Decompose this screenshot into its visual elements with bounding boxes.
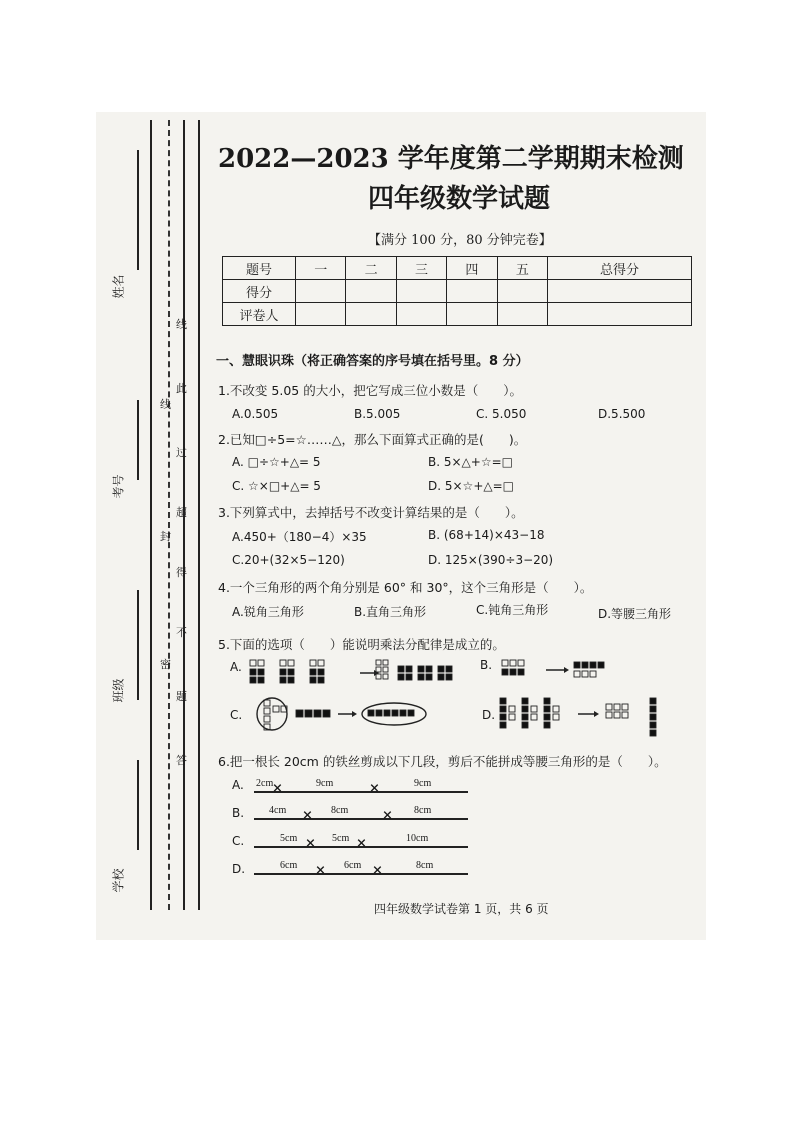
filled-square (318, 669, 324, 675)
filled-square (518, 669, 524, 675)
filled-square (500, 722, 506, 728)
q5-option-d-picture (500, 694, 670, 734)
filled-square (398, 674, 404, 680)
empty-square (264, 708, 270, 714)
empty-square (518, 660, 524, 666)
score-cell[interactable] (497, 280, 547, 303)
empty-square (383, 667, 388, 672)
option[interactable]: D. 5×☆+△=□ (428, 479, 514, 493)
filled-square (544, 698, 550, 704)
option[interactable]: A. □÷☆+△= 5 (232, 455, 321, 469)
empty-square (509, 706, 515, 712)
exam-subtitle: 四年级数学试题 (368, 184, 551, 214)
option[interactable]: C. (232, 834, 245, 848)
school-field-label: 学校 (111, 868, 126, 893)
filled-square (250, 677, 256, 683)
filled-square (582, 662, 588, 668)
filled-square (305, 710, 312, 717)
empty-square (553, 714, 559, 720)
option[interactable]: D.5.500 (598, 407, 646, 421)
seal-char: 不 (176, 626, 187, 639)
empty-square (622, 704, 628, 710)
filled-square (323, 710, 330, 717)
score-cell[interactable] (396, 303, 446, 326)
score-cell[interactable] (497, 303, 547, 326)
score-table-header: 总得分 (548, 257, 692, 280)
empty-square (510, 660, 516, 666)
exam-note: 【满分 100 分，80 分钟完卷】 (368, 233, 552, 248)
empty-square (614, 712, 620, 718)
filled-square (574, 662, 580, 668)
option[interactable]: B. (232, 806, 245, 820)
filled-square (406, 674, 412, 680)
empty-square (310, 660, 316, 666)
binding-line-outer (150, 120, 152, 910)
filled-square (406, 666, 412, 672)
name-blank (137, 150, 139, 270)
segment-label: 5cm (280, 833, 298, 844)
empty-square (250, 660, 256, 666)
seal-char: 此 (176, 382, 187, 395)
option[interactable]: B.5.005 (354, 407, 401, 421)
q5-option-b-picture (502, 660, 622, 684)
cut-mark-icon: × (305, 836, 316, 851)
option[interactable]: C.20+(32×5−120) (232, 553, 345, 567)
empty-square (383, 660, 388, 665)
score-table-row (223, 280, 692, 303)
cut-mark-icon: × (315, 863, 326, 878)
filled-square (650, 698, 656, 704)
filled-square (280, 669, 286, 675)
class-field-label: 班级 (111, 678, 126, 703)
name-field-label: 姓名 (111, 274, 126, 299)
option[interactable]: A. (232, 778, 244, 792)
seal-char: 过 (176, 446, 187, 459)
score-cell[interactable] (396, 280, 446, 303)
filled-square (502, 669, 508, 675)
empty-square (264, 700, 270, 706)
segment-label: 8cm (416, 860, 434, 871)
filled-square (258, 669, 264, 675)
filled-square (426, 674, 432, 680)
filled-square (368, 710, 374, 716)
empty-square (376, 674, 381, 679)
score-table-header-row (223, 257, 692, 280)
score-table-row (223, 303, 692, 326)
option[interactable]: B. (480, 658, 493, 672)
segment-label: 8cm (331, 805, 349, 816)
q5-option-c-picture (254, 696, 430, 732)
question-stem: 1.不改变 5.05 的大小，把它写成三位小数是（ ）。 (218, 383, 522, 398)
segment-label: 10cm (406, 833, 429, 844)
seal-char: 封 (160, 530, 171, 543)
empty-square (288, 660, 294, 666)
option[interactable]: D.等腰三角形 (598, 607, 672, 621)
score-row-label: 得分 (223, 280, 296, 303)
school-blank (137, 760, 139, 850)
score-cell[interactable] (296, 280, 346, 303)
empty-square (614, 704, 620, 710)
binding-line-edge (198, 120, 200, 910)
filled-square (288, 677, 294, 683)
score-table-header: 题号 (223, 257, 296, 280)
score-cell[interactable] (447, 280, 497, 303)
option[interactable]: B.直角三角形 (354, 605, 427, 619)
cut-mark-icon: × (356, 836, 367, 851)
question-stem: 5.下面的选项（ ）能说明乘法分配律是成立的。 (218, 637, 505, 652)
filled-square (544, 706, 550, 712)
cut-mark-icon: × (382, 808, 393, 823)
wire-line (254, 818, 468, 820)
seal-char: 线 (160, 398, 171, 411)
filled-square (408, 710, 414, 716)
score-cell[interactable] (346, 303, 396, 326)
question-stem: 4.一个三角形的两个角分别是 60° 和 30°，这个三角形是（ ）。 (218, 580, 593, 595)
segment-label: 9cm (316, 778, 334, 789)
filled-square (522, 722, 528, 728)
empty-square (531, 714, 537, 720)
filled-square (314, 710, 321, 717)
filled-square (650, 714, 656, 720)
filled-square (384, 710, 390, 716)
empty-square (553, 706, 559, 712)
filled-square (426, 666, 432, 672)
filled-square (318, 677, 324, 683)
empty-square (264, 716, 270, 722)
seal-char: 线 (176, 318, 187, 331)
seal-char: 题 (176, 690, 187, 703)
empty-square (376, 667, 381, 672)
cut-mark-icon: × (272, 781, 283, 796)
filled-square (250, 669, 256, 675)
filled-square (544, 714, 550, 720)
segment-label: 5cm (332, 833, 350, 844)
section-heading: 一、慧眼识珠（将正确答案的序号填在括号里。8 分） (216, 354, 529, 369)
seal-char: 答 (176, 754, 187, 767)
score-table-header: 一 (296, 257, 346, 280)
cut-mark-icon: × (372, 863, 383, 878)
empty-square (590, 671, 596, 677)
option[interactable]: C.钝角三角形 (476, 603, 549, 617)
filled-square (392, 710, 398, 716)
page-footer: 四年级数学试卷第 1 页，共 6 页 (374, 902, 549, 916)
score-cell[interactable] (346, 280, 396, 303)
filled-square (522, 714, 528, 720)
cut-mark-icon: × (302, 808, 313, 823)
score-row-label: 评卷人 (223, 303, 296, 326)
empty-square (574, 671, 580, 677)
option[interactable]: D. 125×(390÷3−20) (428, 553, 554, 567)
filled-square (258, 677, 264, 683)
filled-square (398, 666, 404, 672)
option[interactable]: C. 5.050 (476, 407, 527, 421)
option[interactable]: C. ☆×□+△= 5 (232, 479, 321, 493)
empty-square (258, 660, 264, 666)
empty-square (606, 712, 612, 718)
score-cell[interactable] (548, 280, 692, 303)
segment-label: 6cm (344, 860, 362, 871)
filled-square (522, 698, 528, 704)
score-table-header: 五 (497, 257, 547, 280)
filled-square (446, 674, 452, 680)
segment-label: 4cm (269, 805, 287, 816)
option[interactable]: D. (482, 708, 496, 722)
class-blank (137, 590, 139, 700)
filled-square (500, 698, 506, 704)
filled-square (598, 662, 604, 668)
empty-square (273, 706, 279, 712)
filled-square (438, 674, 444, 680)
score-table-header: 四 (447, 257, 497, 280)
empty-square (502, 660, 508, 666)
filled-square (400, 710, 406, 716)
option[interactable]: B. (68+14)×43−18 (428, 528, 545, 542)
wire-line (254, 791, 468, 793)
filled-square (296, 710, 303, 717)
filled-square (590, 662, 596, 668)
filled-square (310, 677, 316, 683)
segment-label: 6cm (280, 860, 298, 871)
filled-square (500, 706, 506, 712)
exam-number-field-label: 考号 (111, 474, 126, 499)
empty-square (582, 671, 588, 677)
score-cell[interactable] (296, 303, 346, 326)
filled-square (544, 722, 550, 728)
cut-mark-icon: × (369, 781, 380, 796)
segment-label: 9cm (414, 778, 432, 789)
filled-square (650, 706, 656, 712)
wire-line (254, 873, 468, 875)
filled-square (500, 714, 506, 720)
binding-line-dashed (168, 120, 170, 910)
filled-square (418, 674, 424, 680)
filled-square (310, 669, 316, 675)
filled-square (650, 730, 656, 736)
segment-label: 2cm (256, 778, 274, 789)
seal-char: 超 (176, 506, 187, 519)
empty-square (622, 712, 628, 718)
filled-square (418, 666, 424, 672)
empty-square (318, 660, 324, 666)
question-stem: 6.把一根长 20cm 的铁丝剪成以下几段，剪后不能拼成等腰三角形的是（ ）。 (218, 754, 667, 769)
filled-square (650, 722, 656, 728)
score-cell[interactable] (447, 303, 497, 326)
exam-number-blank (137, 400, 139, 480)
score-table-header: 二 (346, 257, 396, 280)
option[interactable]: C. (230, 708, 243, 722)
question-stem: 3.下列算式中，去掉括号不改变计算结果的是（ ）。 (218, 505, 524, 520)
score-table-header: 三 (396, 257, 446, 280)
option[interactable]: A.0.505 (232, 407, 279, 421)
option[interactable]: A. (230, 660, 242, 674)
option[interactable]: A.锐角三角形 (232, 605, 304, 619)
score-table (222, 256, 692, 326)
empty-square (383, 674, 388, 679)
filled-square (446, 666, 452, 672)
filled-square (438, 666, 444, 672)
seal-char: 密 (160, 658, 171, 671)
segment-label: 8cm (414, 805, 432, 816)
option[interactable]: B. 5×△+☆=□ (428, 455, 513, 469)
filled-square (510, 669, 516, 675)
filled-square (522, 706, 528, 712)
question-stem: 2.已知□÷5=☆……△，那么下面算式正确的是( )。 (218, 432, 527, 447)
seal-char: 得 (176, 566, 187, 579)
score-cell[interactable] (548, 303, 692, 326)
empty-square (509, 714, 515, 720)
filled-square (280, 677, 286, 683)
option[interactable]: D. (232, 862, 246, 876)
exam-title: 2022—2023 学年度第二学期期末检测 (218, 144, 684, 174)
q5-option-a-picture (250, 660, 465, 690)
filled-square (288, 669, 294, 675)
filled-square (376, 710, 382, 716)
empty-square (280, 660, 286, 666)
option[interactable]: A.450+（180−4）×35 (232, 530, 367, 544)
empty-square (531, 706, 537, 712)
empty-square (606, 704, 612, 710)
empty-square (376, 660, 381, 665)
